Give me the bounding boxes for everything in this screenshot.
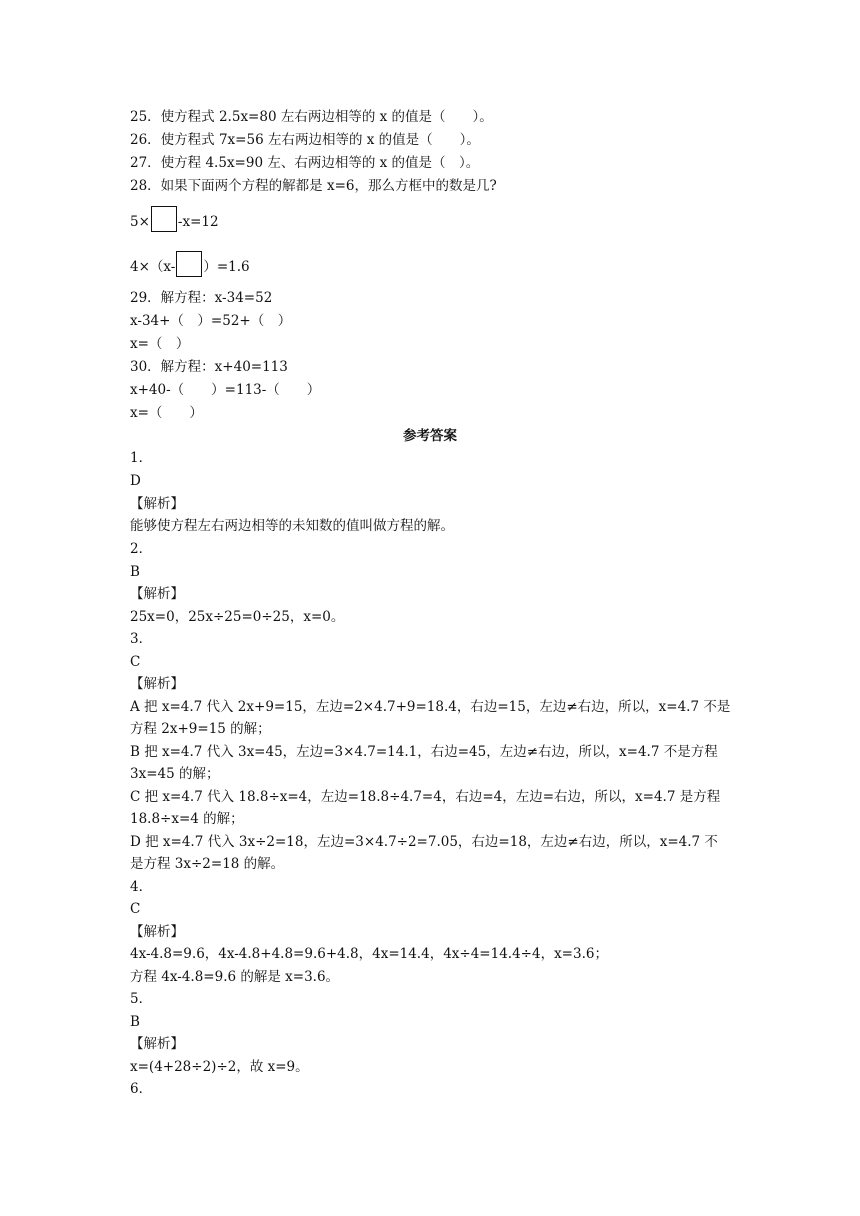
answer-3-option-c-line-1: C 把 x=4.7 代入 18.8÷x=4，左边=18.8÷4.7=4，右边=4，左边=右边，所以，x=4.7 是方程 bbox=[130, 789, 721, 805]
answer-3-option-d-line-2: 是方程 3x÷2=18 的解。 bbox=[130, 856, 285, 872]
question-26: 26．使方程式 7x=56 左右两边相等的 x 的值是（ ）。 bbox=[130, 132, 480, 148]
answer-5-choice: B bbox=[130, 1014, 140, 1030]
equation-1-suffix: -x=12 bbox=[177, 214, 219, 230]
answer-4-analysis-line-2: 方程 4x-4.8=9.6 的解是 x=3.6。 bbox=[130, 969, 340, 985]
question-29-step-2: x=（ ） bbox=[130, 336, 190, 352]
answer-3-number: 3． bbox=[130, 631, 153, 647]
answer-3-option-a-line-1: A 把 x=4.7 代入 2x+9=15，左边=2×4.7+9=18.4，右边=15，左边≠右边，所以，x=4.7 不是 bbox=[130, 699, 731, 715]
answer-1-analysis-label: 【解析】 bbox=[130, 496, 184, 512]
answer-5-number: 5． bbox=[130, 991, 153, 1007]
answer-3-option-b-line-1: B 把 x=4.7 代入 3x=45，左边=3×4.7=14.1，右边=45，左边≠右边，所以，x=4.7 不是方程 bbox=[130, 744, 718, 760]
answer-4-choice: C bbox=[130, 901, 141, 917]
question-28-equation-2 bbox=[130, 250, 250, 284]
answer-3-option-b-line-2: 3x=45 的解； bbox=[130, 766, 220, 782]
answer-2-analysis-label: 【解析】 bbox=[130, 586, 184, 602]
answer-6-number: 6． bbox=[130, 1081, 153, 1097]
answer-3-option-d-line-1: D 把 x=4.7 代入 3x÷2=18，左边=3×4.7÷2=7.05，右边=18，左边≠右边，所以，x=4.7 不 bbox=[130, 834, 718, 850]
answer-2-analysis: 25x=0，25x÷25=0÷25，x=0。 bbox=[130, 609, 345, 625]
answer-1-analysis: 能够使方程左右两边相等的未知数的值叫做方程的解。 bbox=[130, 518, 454, 534]
blank-box[interactable] bbox=[151, 206, 177, 232]
answer-2-choice: B bbox=[130, 564, 140, 580]
answer-1-choice: D bbox=[130, 473, 141, 489]
answers-title: 参考答案 bbox=[403, 428, 457, 444]
answer-3-analysis-label: 【解析】 bbox=[130, 676, 184, 692]
answer-3-option-a-line-2: 方程 2x+9=15 的解； bbox=[130, 721, 271, 737]
answer-4-analysis-line-1: 4x-4.8=9.6，4x-4.8+4.8=9.6+4.8，4x=14.4，4x÷4=14.4÷4，x=3.6； bbox=[130, 946, 608, 962]
question-30: 30．解方程：x+40=113 bbox=[130, 359, 288, 375]
answer-3-choice: C bbox=[130, 654, 141, 670]
question-29-step-1: x-34+（ ）=52+（ ） bbox=[130, 313, 292, 329]
answer-4-analysis-label: 【解析】 bbox=[130, 924, 184, 940]
answer-5-analysis: x=(4+28÷2)÷2，故 x=9。 bbox=[130, 1059, 309, 1075]
question-30-step-1: x+40-（ ）=113-（ ） bbox=[130, 382, 321, 398]
equation-2-suffix: ）=1.6 bbox=[203, 259, 250, 275]
answer-2-number: 2． bbox=[130, 541, 153, 557]
answer-4-number: 4． bbox=[130, 879, 153, 895]
answer-5-analysis-label: 【解析】 bbox=[130, 1036, 184, 1052]
question-25: 25．使方程式 2.5x=80 左右两边相等的 x 的值是（ ）。 bbox=[130, 109, 493, 125]
answer-1-number: 1． bbox=[130, 450, 153, 466]
question-27: 27．使方程 4.5x=90 左、右两边相等的 x 的值是（ ）。 bbox=[130, 155, 480, 171]
equation-1-prefix: 5× bbox=[130, 214, 150, 230]
question-28: 28．如果下面两个方程的解都是 x=6，那么方框中的数是几? bbox=[130, 178, 497, 194]
answer-3-option-c-line-2: 18.8÷x=4 的解； bbox=[130, 811, 244, 827]
question-28-equation-1 bbox=[130, 205, 219, 239]
question-30-step-2: x=（ ） bbox=[130, 405, 203, 421]
question-29: 29．解方程：x-34=52 bbox=[130, 290, 273, 306]
blank-box[interactable] bbox=[176, 251, 202, 277]
equation-2-prefix: 4×（x- bbox=[130, 259, 176, 275]
